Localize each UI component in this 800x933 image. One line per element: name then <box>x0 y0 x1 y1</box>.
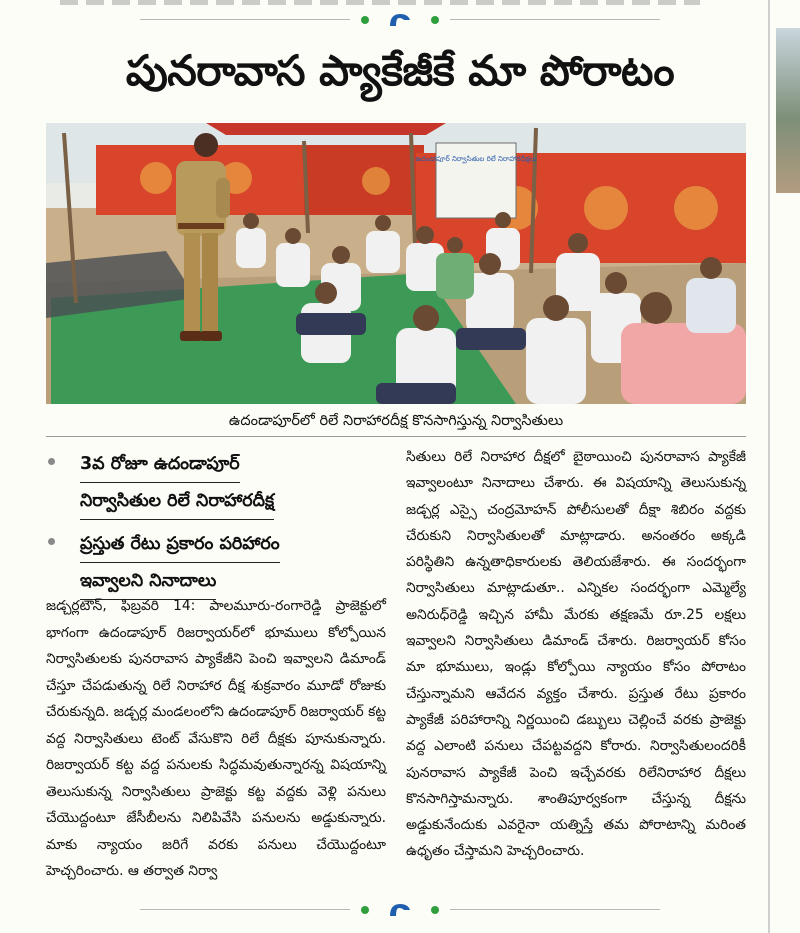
ornament-mark-icon <box>386 12 414 28</box>
highlight-line: ప్రస్తుత రేటు ప్రకారం పరిహారం <box>80 526 280 563</box>
highlight-line: నిర్వాసితుల రిలే నిరాహారదీక్ష <box>80 483 274 520</box>
bullet-icon <box>48 538 55 545</box>
photo-caption: ఉదండాపూర్‌లో రిలే నిరాహారదీక్ష కొనసాగిస్తున్న నిర్వాసితులు <box>228 413 564 429</box>
body-text: జడ్చర్లటౌన్, ఫిబ్రవరి 14: పాలమూరు-రంగారెడ్డి ప్రాజెక్టులో భాగంగా ఉదండాపూర్ రిజర్వాయర్‌లో భూములు కోల్పోయిన నిర్వాసితులకు పునరావాస ప్యాకేజీని పెంచి ఇవ్వాలని డిమాండ్ చేస్తూ చేపడుతున్న రిలే నిరాహార దీక్ష శుక్రవారం మూడో రోజుకు చేరుకున్నది. జడ్చర్ల మండలంలోని ఉదండాపూర్ రిజర్వాయర్ కట్ట వద్ద నిర్వాసితులు టెంట్ వేసుకొని రిలే దీక్షకు పూనుకున్నారు. రిజర్వాయర్ కట్ట వద్ద పనులకు సిద్ధమవుతున్నారన్న విషయాన్ని తెలుసుకున్న నిర్వాసితులు ప్రాజెక్టు కట్ట వద్దకు వెళ్లి పనులు చేయొద్దంటూ జేసీబీలను నిలిపివేసి పనులను అడ్డుకున్నారు. మాకు న్యాయం జరిగే వరకు పనులు చేయొద్దంటూ హెచ్చరించారు. ఆ తర్వాత నిర్వా <box>46 598 386 879</box>
caption-divider <box>46 436 746 437</box>
bullet-icon <box>48 458 55 465</box>
protest-photo-illustration <box>46 123 746 404</box>
adjacent-article-edge <box>776 0 800 933</box>
clipped-top-text <box>60 0 700 5</box>
top-ornament <box>140 12 660 28</box>
highlight-line: 3వ రోజూ ఉదండాపూర్ <box>80 446 240 483</box>
banner-text: ఉదండాపూర్ నిర్వాసితుల రిలే నిరాహారదీక్షలు <box>415 155 537 163</box>
article-body-right <box>406 444 746 865</box>
headline: పునరావాస ప్యాకేజీకే మా పోరాటం <box>125 46 675 95</box>
article-body-left <box>46 593 386 885</box>
highlight-line: ఇవ్వాలని నినాదాలు <box>80 563 216 600</box>
ornament-mark-icon <box>386 902 414 918</box>
body-text: సితులు రిలే నిరాహార దీక్షలో బైఠాయించి పునరావాస ప్యాకేజీ ఇవ్వాలంటూ నినాదాలు చేశారు. ఈ విషయాన్ని తెలుసుకున్న జడ్చర్ల ఎస్సై చంద్రమోహన్ పోలీసులతో దీక్షా శిబిరం వద్దకు చేరుకుని నిర్వాసితులతో మాట్లాడారు. అనంతరం అక్కడి పరిస్థితిని ఉన్నతాధికారులకు తెలియజేశారు. ఈ సందర్భంగా నిర్వాసితులు మాట్లాడుతూ.. ఎన్నికల సందర్భంగా ఎమ్మెల్యే అనిరుధ్‌రెడ్డి ఇచ్చిన హామీ మేరకు తక్షణమే రూ.25 లక్షలు ఇవ్వాలని నిర్వాసితులు డిమాండ్ చేశారు. రిజర్వాయర్ కోసం మా భూములు, ఇండ్లు కోల్పోయి న్యాయం కోసం పోరాటం చేస్తున్నామని ఆవేదన వ్యక్తం చేశారు. ప్రస్తుత రేటు ప్రకారం ప్యాకేజీ పరిహారాన్ని నిర్ణయించి డబ్బులు చెల్లించే వరకు ప్రాజెక్టు వద్ద ఎలాంటి పనులు చేపట్టవద్దని కోరారు. నిర్వాసితులందరికీ పునరావాస ప్యాకేజీ పెంచి ఇచ్చేవరకు రిలేనిరాహార దీక్షలు కొనసాగిస్తామన్నారు. శాంతిపూర్వకంగా చేస్తున్న దీక్షను అడ్డుకునేందుకు ఎవరైనా యత్నిస్తే తమ పోరాటాన్ని మరింత ఉధృతం చేస్తామని హెచ్చరించారు. <box>406 449 746 860</box>
bottom-ornament <box>140 902 660 918</box>
highlights <box>46 446 386 606</box>
highlight-item <box>46 526 386 600</box>
news-photo <box>46 123 746 404</box>
highlight-item <box>46 446 386 520</box>
adjacent-photo <box>776 28 800 193</box>
column-divider <box>768 0 770 933</box>
